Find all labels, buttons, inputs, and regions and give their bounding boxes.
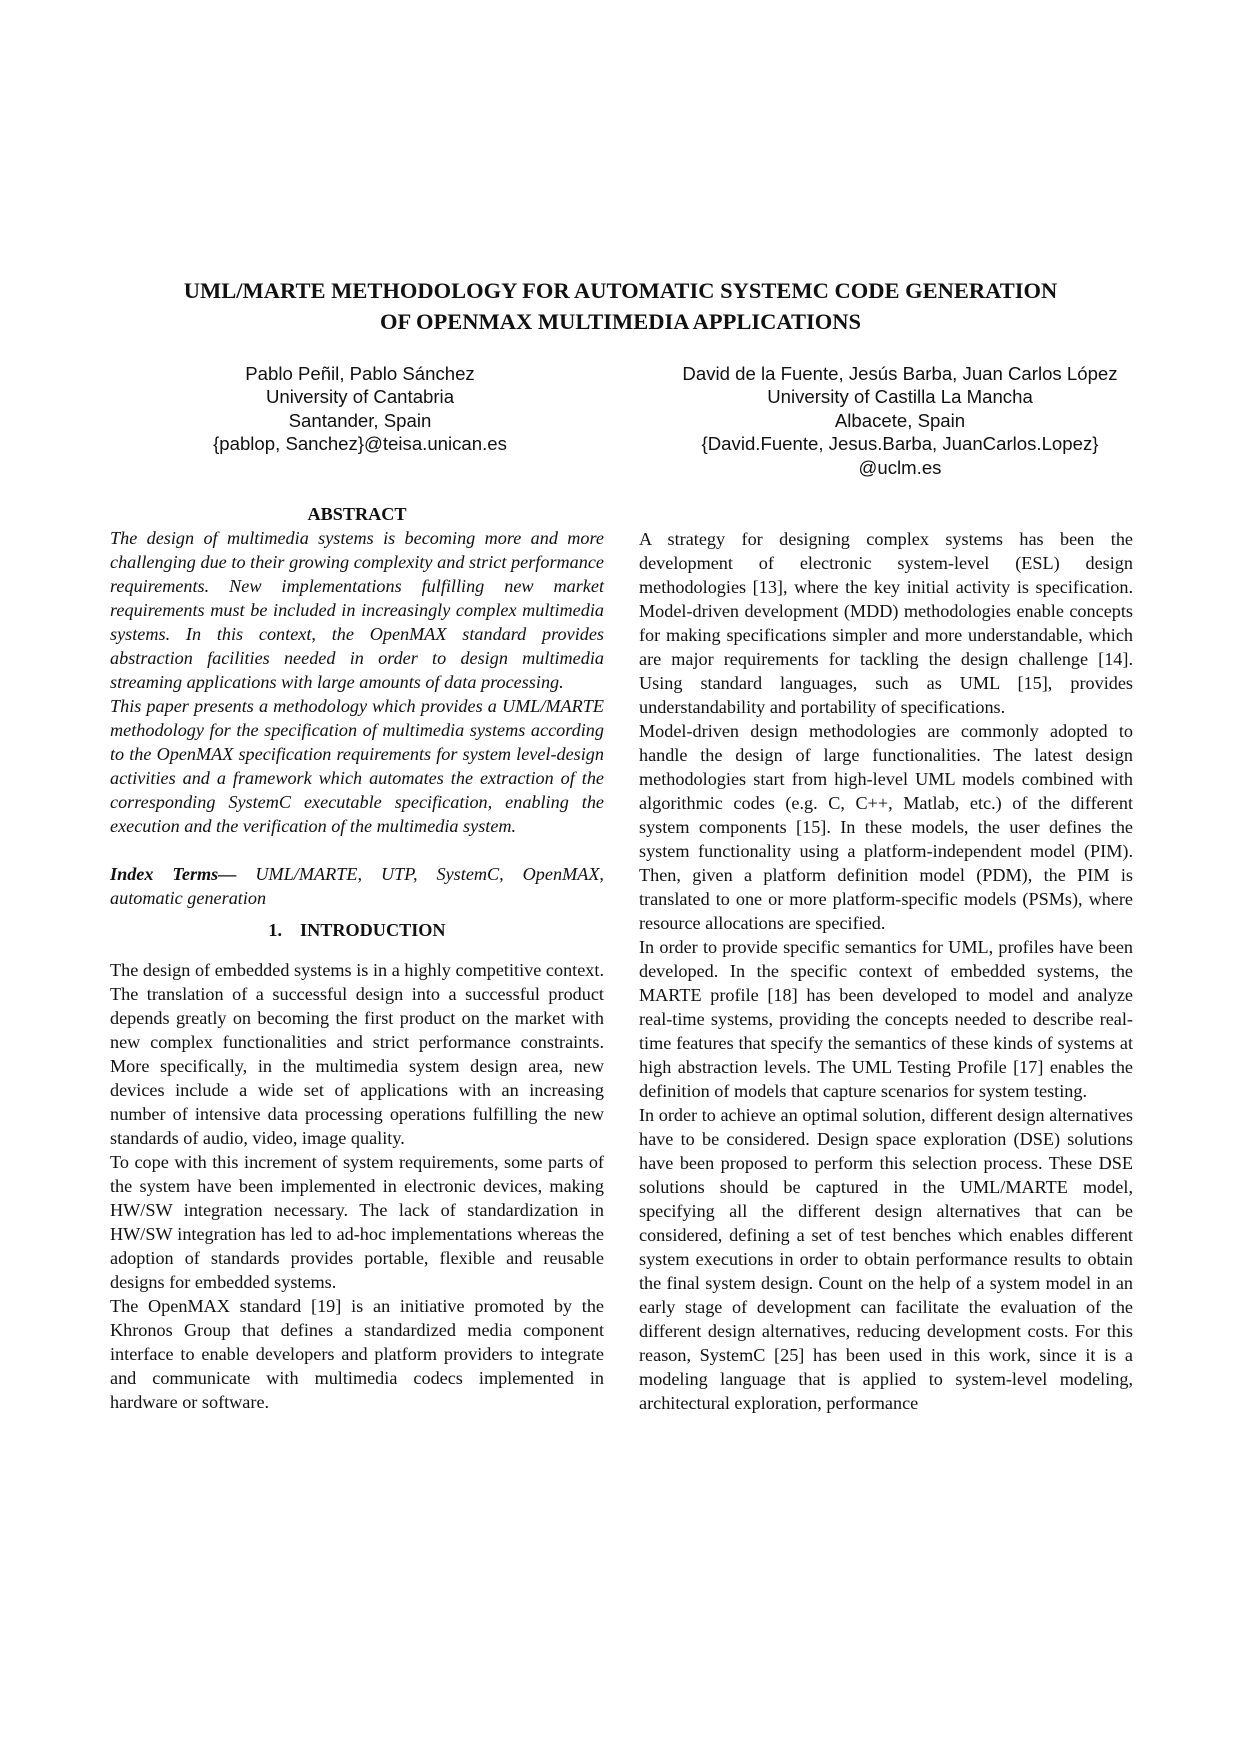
title-line-2: OF OPENMAX MULTIMEDIA APPLICATIONS <box>379 309 862 334</box>
author-names: David de la Fuente, Jesús Barba, Juan Carlos López <box>682 363 1118 384</box>
left-column <box>110 502 604 1414</box>
author-location: Santander, Spain <box>288 409 432 431</box>
abstract-paragraph-2: This paper presents a methodology which provides a UML/MARTE methodology for the specification of multimedia systems according to the OpenMAX specification requirements for system level-design activities and a framework which automates the extraction of the corresponding SystemC executable specification, enabling the execution and the verification of the multimedia system. <box>110 696 604 836</box>
author-location: Albacete, Spain <box>834 409 966 431</box>
title-line-1: UML/MARTE METHODOLOGY FOR AUTOMATIC SYSTEMC CODE GENERATION <box>183 278 1058 303</box>
author-email: {David.Fuente, Jesus.Barba, JuanCarlos.Lopez} <box>701 433 1099 455</box>
body-paragraph-4: In order to achieve an optimal solution, different design alternatives have to be considered. Design space exploration (DSE) solutions have been proposed to perform this selection process. These DSE solutions should be captured in the UML/MARTE model, specifying all the different design alternatives that can be considered, defining a set of test benches which enables different system executions in order to obtain performance results to obtain the final system design. Count on the help of a system model in an early stage of development can facilitate the evaluation of the different design alternatives, reducing development costs. For this reason, SystemC [25] has been used in this work, since it is a modeling language that is applied to system-level modeling, architectural exploration, performance <box>639 1105 1133 1413</box>
authors-right-block <box>630 362 1170 479</box>
abstract-heading: ABSTRACT <box>307 504 407 524</box>
index-terms-label: Index Terms— <box>110 864 237 884</box>
author-email: {pablop, Sanchez}@teisa.unican.es <box>213 433 507 455</box>
body-paragraph-1: A strategy for designing complex systems has been the development of electronic system-level (ESL) design methodologies [13], where the key initial activity is specification. Model-driven development (MDD) methodologies enable concepts for making specifications simpler and more understandable, which are major requirements for tackling the design challenge [14]. Using standard languages, such as UML [15], provides understandability and portability of specifications. <box>639 529 1133 717</box>
paper-title <box>0 275 1241 337</box>
body-paragraph-3: In order to provide specific semantics for UML, profiles have been developed. In the specific context of embedded systems, the MARTE profile [18] has been developed to model and analyze real-time systems, providing the concepts needed to describe real-time features that specify the semantics of these kinds of systems at high abstraction levels. The UML Testing Profile [17] enables the definition of models that capture scenarios for system testing. <box>639 937 1133 1101</box>
body-paragraph-2: Model-driven design methodologies are commonly adopted to handle the design of large functionalities. The latest design methodologies start from high-level UML models combined with algorithmic codes (e.g. C, C++, Matlab, etc.) of the different system components [15]. In these models, the user defines the system functionality using a platform-independent model (PIM). Then, given a platform definition model (PDM), the PIM is translated to one or more platform-specific models (PSMs), where resource allocations are specified. <box>639 721 1133 933</box>
section-number: 1. <box>268 920 283 940</box>
index-terms <box>110 862 604 910</box>
author-affiliation: University of Castilla La Mancha <box>767 386 1033 408</box>
author-names: Pablo Peñil, Pablo Sánchez <box>245 363 475 384</box>
intro-paragraph-3: The OpenMAX standard [19] is an initiative promoted by the Khronos Group that defines a standardized media component interface to enable developers and platform providers to integrate and communicate with multimedia codecs implemented in hardware or software. <box>110 1296 604 1412</box>
author-affiliation: University of Cantabria <box>265 386 455 408</box>
right-column <box>639 527 1133 1415</box>
section-heading-introduction <box>110 918 604 942</box>
author-email-domain: @uclm.es <box>858 456 942 478</box>
intro-paragraph-2: To cope with this increment of system requirements, some parts of the system have been implemented in electronic devices, making HW/SW integration necessary. The lack of standardization in HW/SW integration has led to ad-hoc implementations whereas the adoption of standards provides portable, flexible and reusable designs for embedded systems. <box>110 1152 604 1292</box>
intro-paragraph-1: The design of embedded systems is in a highly competitive context. The translation of a successful design into a successful product depends greatly on becoming the first product on the market with new complex functionalities and strict performance constraints. More specifically, in the multimedia system design area, new devices include a wide set of applications with an increasing number of intensive data processing operations fulfilling the new standards of audio, video, image quality. <box>110 960 604 1148</box>
index-terms-text: UML/MARTE, UTP, SystemC, OpenMAX, automatic generation <box>110 864 604 908</box>
authors-left-block <box>110 362 610 456</box>
section-title: INTRODUCTION <box>300 920 446 940</box>
abstract-paragraph-1: The design of multimedia systems is becoming more and more challenging due to their growing complexity and strict performance requirements. New implementations fulfilling new market requirements must be included in increasingly complex multimedia systems. In this context, the OpenMAX standard provides abstraction facilities needed in order to design multimedia streaming applications with large amounts of data processing. <box>110 528 604 692</box>
